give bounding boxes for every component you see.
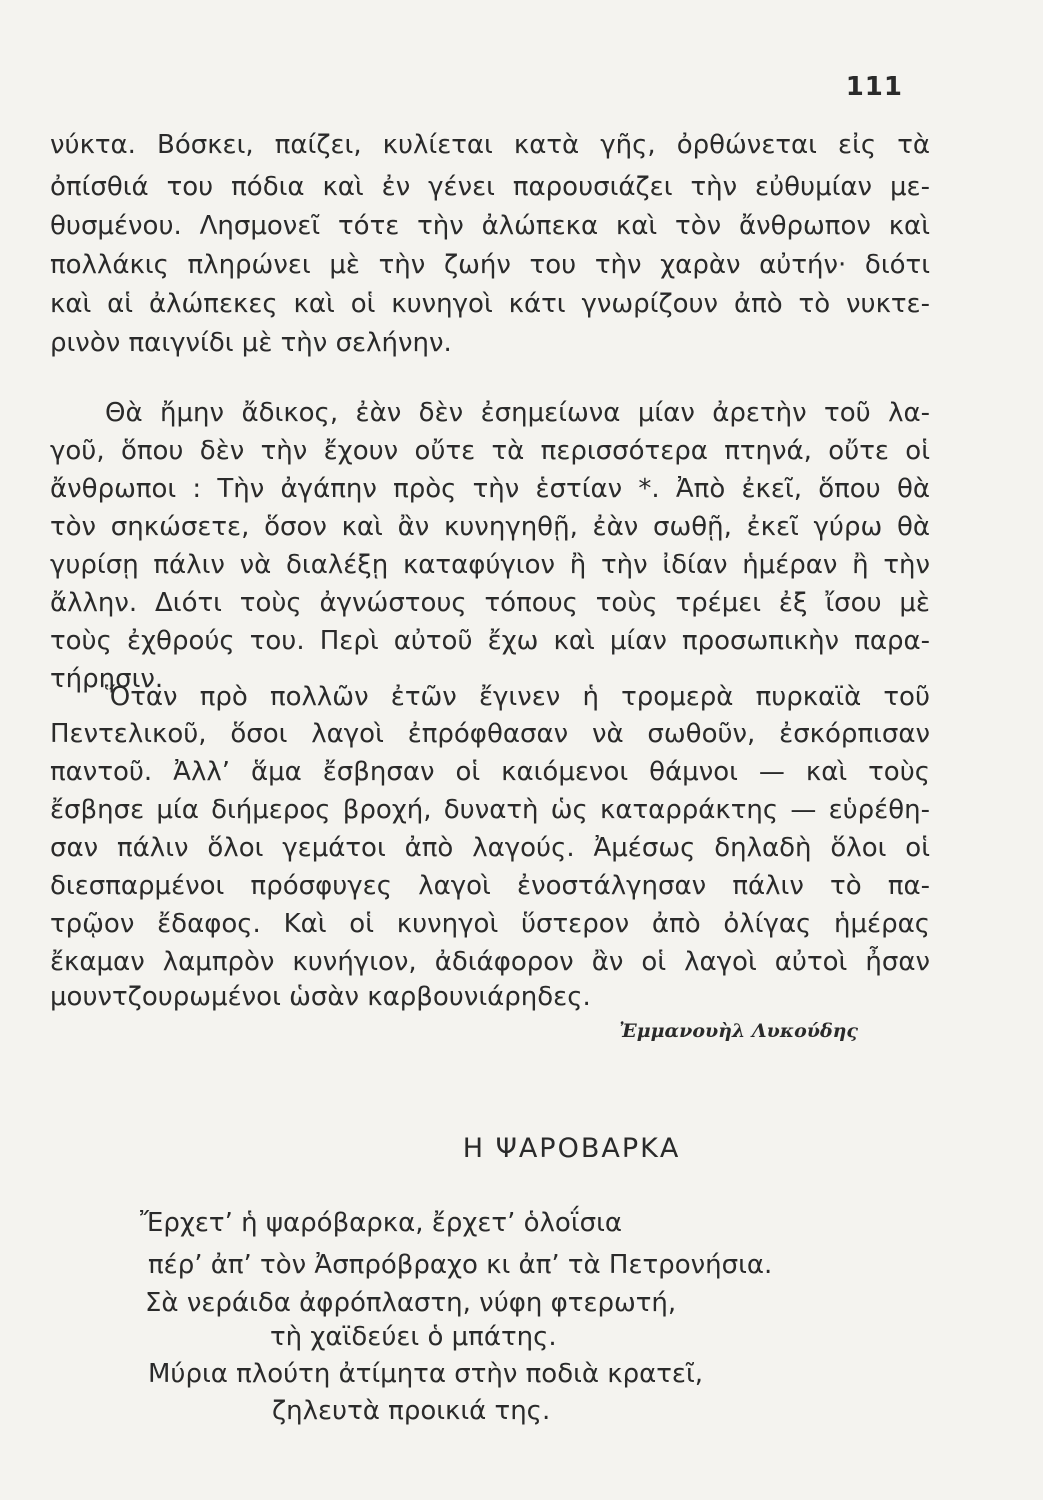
text-line: γυρίσῃ πάλιν νὰ διαλέξῃ καταφύγιον ἢ τὴν ἰδίαν ἡμέραν ἢ τὴν [50, 550, 930, 580]
text-line: ἄνθρωποι : Τὴν ἀγάπην πρὸς τὴν ἑστίαν *. Ἀπὸ ἐκεῖ, ὅπου θὰ [50, 474, 930, 504]
text-line: τήρησιν. [50, 664, 164, 694]
text-line: τὸν σηκώσετε, ὅσον καὶ ἂν κυνηγηθῇ, ἐὰν σωθῇ, ἐκεῖ γύρω θὰ [50, 512, 930, 542]
text-line: ἔσβησε μία διήμερος βροχή, δυνατὴ ὡς καταρράκτης — εὑρέθη- [50, 795, 930, 825]
text-line: Ὅταν πρὸ πολλῶν ἐτῶν ἔγινεν ἡ τρομερὰ πυρκαϊὰ τοῦ [105, 682, 930, 712]
text-line: πολλάκις πληρώνει μὲ τὴν ζωήν του τὴν χαρὰν αὐτήν· διότι [50, 250, 930, 280]
poem-verse: Ἔρχετ’ ἡ ψαρόβαρκα, ἔρχετ’ ὁλοΐσια [140, 1208, 623, 1238]
text-line: διεσπαρμένοι πρόσφυγες λαγοὶ ἐνοστάλγησαν πάλιν τὸ πα- [50, 871, 930, 901]
text-line: μουντζουρωμένοι ὡσὰν καρβουνιάρηδες. [50, 982, 591, 1012]
text-line: καὶ αἱ ἀλώπεκες καὶ οἱ κυνηγοὶ κάτι γνωρίζουν ἀπὸ τὸ νυκτε- [50, 289, 930, 319]
poem-title: Η ΨΑΡΟΒΑΡΚΑ [462, 1133, 681, 1164]
text-line: τοὺς ἐχθρούς του. Περὶ αὐτοῦ ἔχω καὶ μίαν προσωπικὴν παρα- [50, 626, 930, 656]
text-line: τρῷον ἔδαφος. Καὶ οἱ κυνηγοὶ ὕστερον ἀπὸ ὀλίγας ἡμέρας [50, 909, 930, 939]
poem-verse: Σὰ νεράιδα ἀφρόπλαστη, νύφη φτερωτή, [145, 1288, 677, 1318]
author-signature: Ἐμμανουὴλ Λυκούδης [619, 1020, 858, 1042]
text-line: σαν πάλιν ὅλοι γεμάτοι ἀπὸ λαγούς. Ἀμέσως δηλαδὴ ὅλοι οἱ [50, 833, 930, 863]
text-line: Πεντελικοῦ, ὅσοι λαγοὶ ἐπρόφθασαν νὰ σωθοῦν, ἐσκόρπισαν [50, 719, 930, 749]
text-line: ἄλλην. Διότι τοὺς ἀγνώστους τόπους τοὺς τρέμει ἐξ ἴσου μὲ [50, 588, 930, 618]
poem-verse: τὴ χαϊδεύει ὁ μπάτης. [270, 1322, 557, 1352]
text-line: ρινὸν παιγνίδι μὲ τὴν σελήνην. [50, 328, 452, 358]
poem-verse: ζηλευτὰ προικιά της. [272, 1396, 551, 1426]
text-line: παντοῦ. Ἀλλ’ ἅμα ἔσβησαν οἱ καιόμενοι θάμνοι — καὶ τοὺς [50, 757, 930, 787]
text-line: νύκτα. Βόσκει, παίζει, κυλίεται κατὰ γῆς, ὀρθώνεται εἰς τὰ [50, 130, 930, 160]
poem-verse: πέρ’ ἀπ’ τὸν Ἀσπρόβραχο κι ἀπ’ τὰ Πετρονήσια. [148, 1250, 773, 1280]
text-line: ἔκαμαν λαμπρὸν κυνήγιον, ἀδιάφορον ἂν οἱ λαγοὶ αὐτοὶ ἦσαν [50, 947, 930, 977]
text-line: Θὰ ἤμην ἄδικος, ἐὰν δὲν ἐσημείωνα μίαν ἀρετὴν τοῦ λα- [105, 398, 930, 428]
text-line: θυσμένου. Λησμονεῖ τότε τὴν ἀλώπεκα καὶ τὸν ἄνθρωπον καὶ [50, 211, 930, 241]
poem-verse: Μύρια πλούτη ἀτίμητα στὴν ποδιὰ κρατεῖ, [148, 1359, 704, 1389]
text-line: γοῦ, ὅπου δὲν τὴν ἔχουν οὔτε τὰ περισσότερα πτηνά, οὔτε οἱ [50, 436, 930, 466]
page-number: 111 [845, 72, 903, 102]
text-line: ὀπίσθιά του πόδια καὶ ἐν γένει παρουσιάζει τὴν εὐθυμίαν με- [50, 172, 930, 202]
